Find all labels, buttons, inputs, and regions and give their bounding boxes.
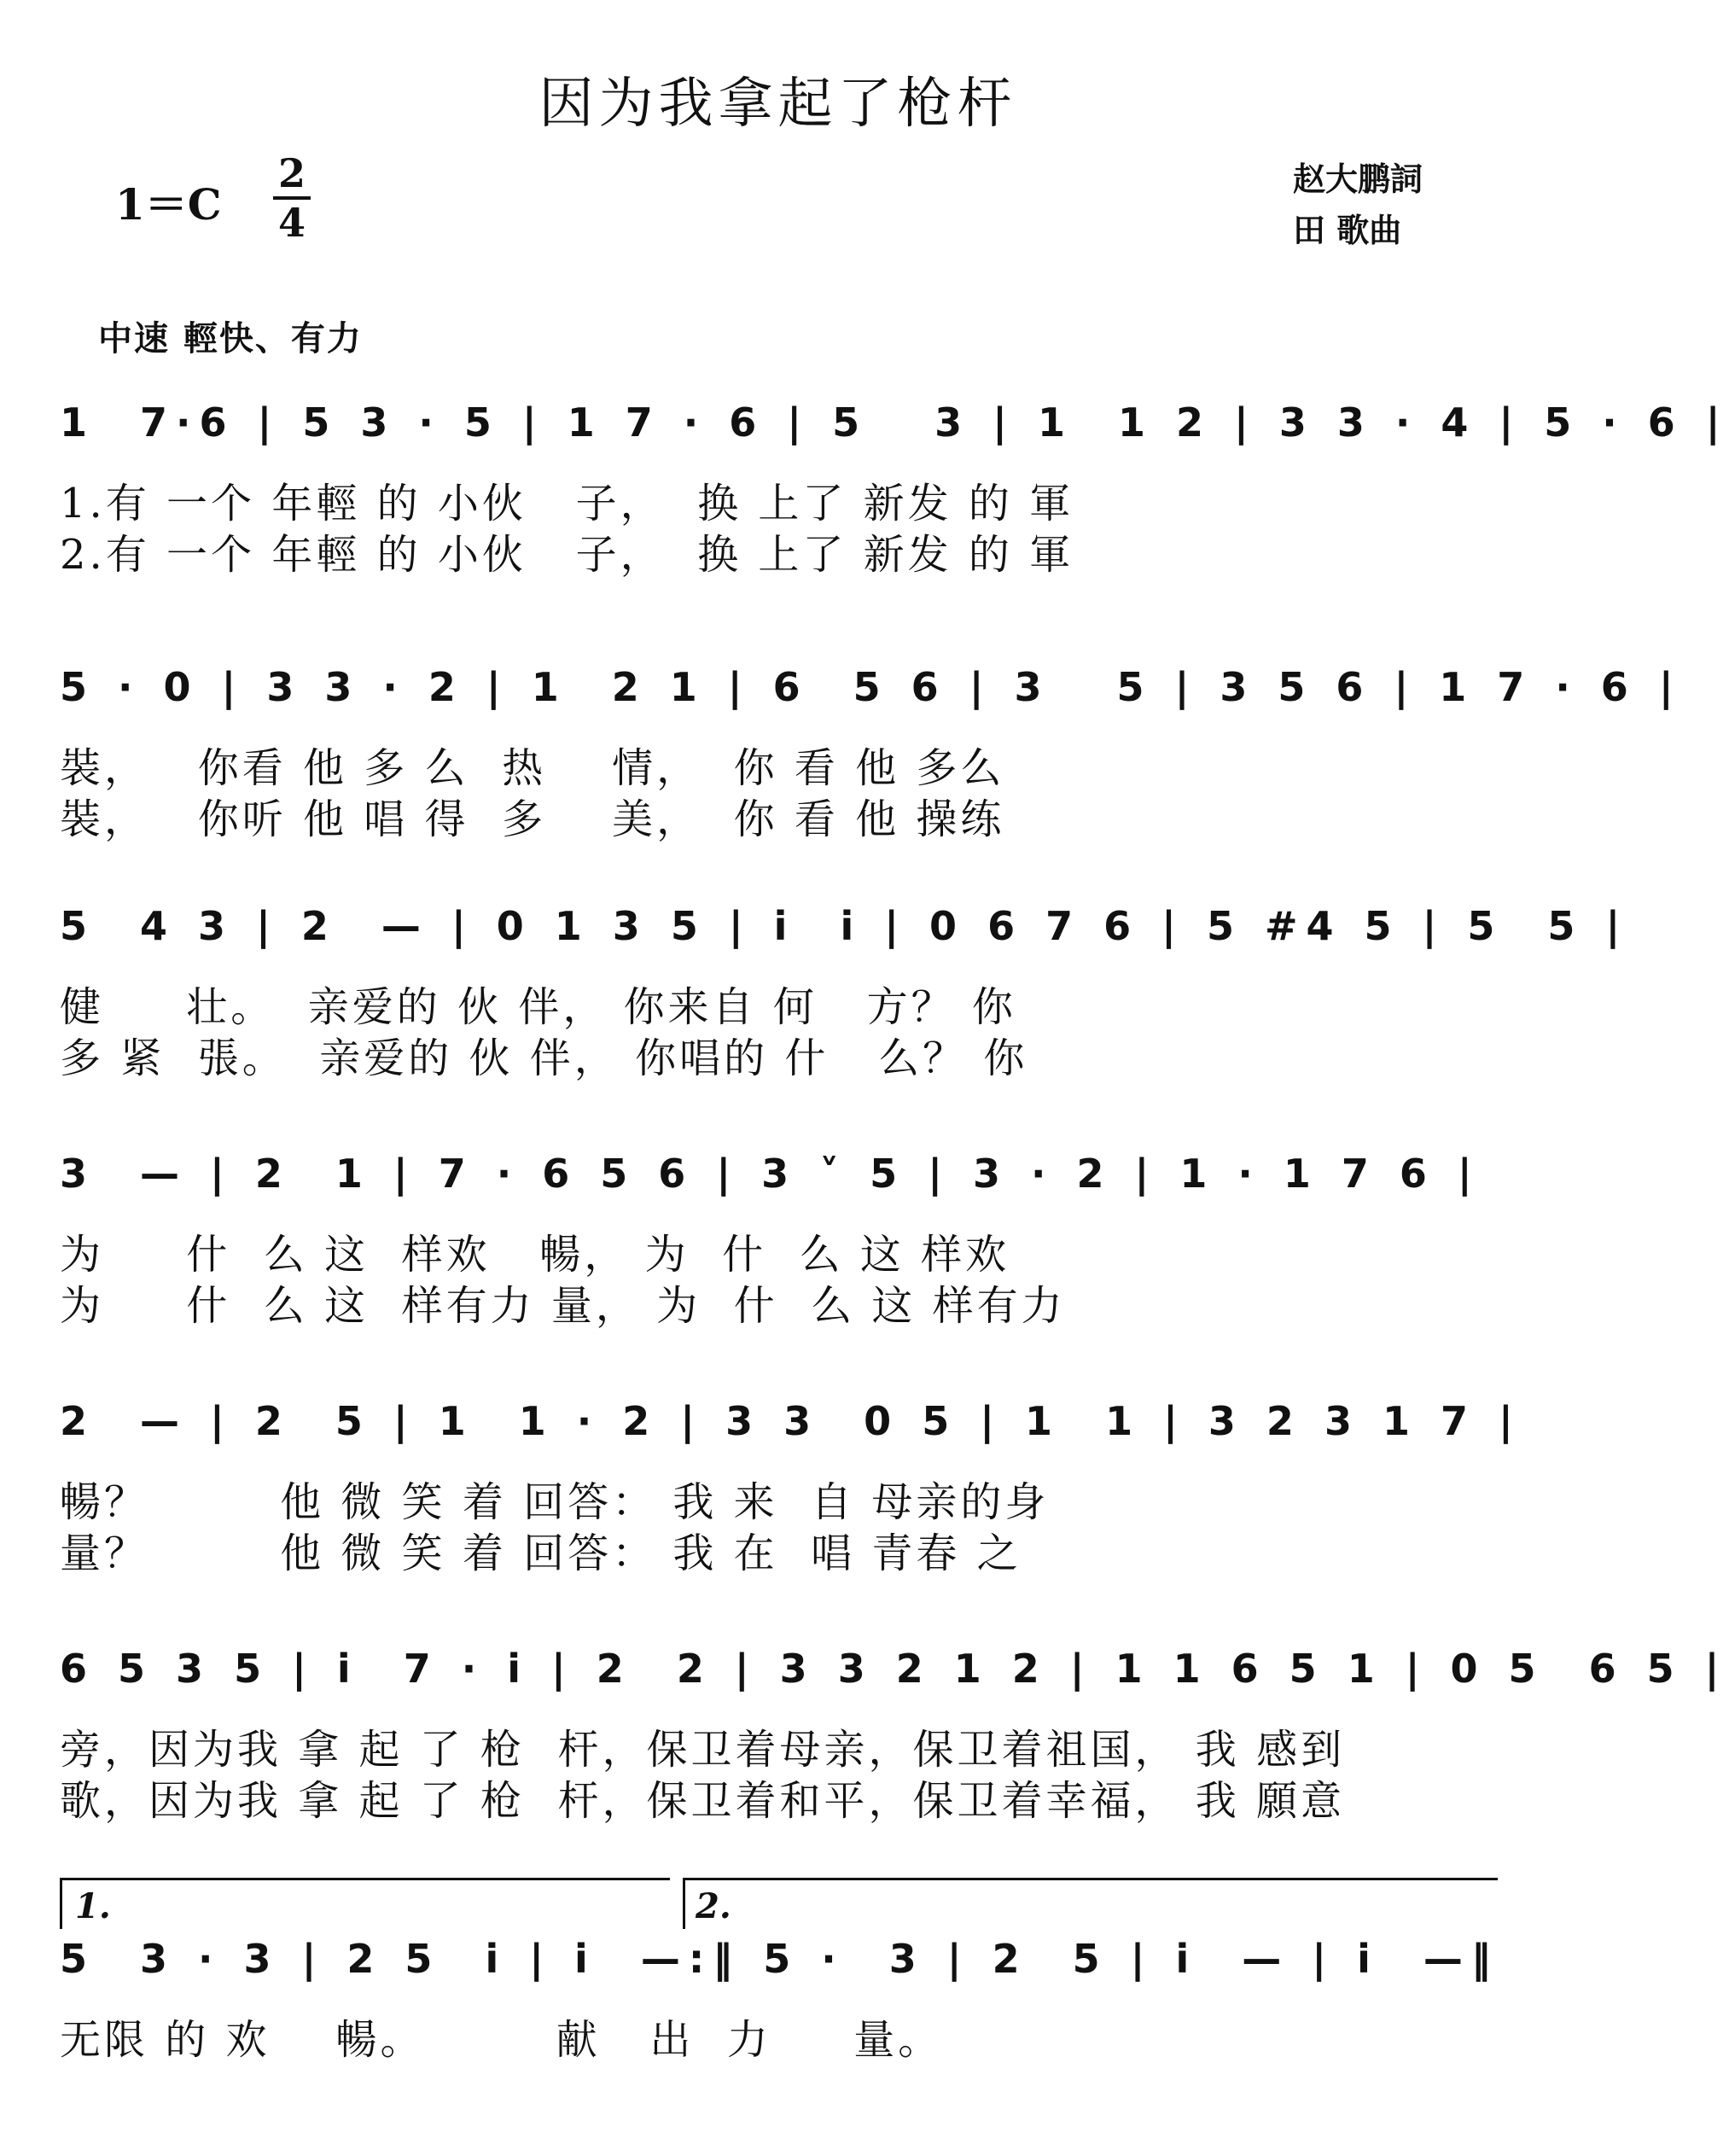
tempo-marking: 中速 輕快、有力: [98, 318, 363, 358]
lyric-verse-1: 暢？ 他 微 笑 着 回答： 我 来 自 母亲的身: [60, 1478, 1050, 1526]
notation-row: 5 · 0 | 3 3 · 2 | 1 2 1 | 6 5 6 | 3 5 | 3 5 6 | 1 7 · 6 |: [60, 664, 1682, 710]
time-signature-top: 2: [277, 150, 306, 196]
lyric-verse-1: 1.有 一个 年輕 的 小伙 子， 换 上了 新发 的 軍: [60, 480, 1074, 527]
notation-row: 1 7·6 | 5 3 · 5 | 1 7 · 6 | 5 3 | 1 1 2 | 3 3 · 4 | 5 · 6 |: [60, 399, 1729, 446]
lyric-verse-2: 为 什 么 这 样有力 量， 为 什 么 这 样有力: [60, 1282, 1066, 1330]
lyric-verse-1: 为 什 么 这 样欢 暢， 为 什 么 这 样欢: [60, 1231, 1010, 1279]
notation-row: 3 — | 2 1 | 7 · 6 5 6 | 3 ˅ 5 | 3 · 2 | 1 · 1 7 6 |: [60, 1151, 1481, 1197]
time-signature-bottom: 4: [277, 200, 306, 246]
credits: [1293, 154, 1423, 256]
notation-row: 2 — | 2 5 | 1 1 · 2 | 3 3 0 5 | 1 1 | 3 2 3 1 7 |: [60, 1398, 1522, 1444]
lyric-verse-2: 歌，因为我 拿 起 了 枪 杆，保卫着和平，保卫着幸福， 我 願意: [60, 1777, 1346, 1825]
lyric-verse-2: 多 紧 張。 亲爱的 伙 伴， 你唱的 什 么？ 你: [60, 1034, 1028, 1082]
volta-2-bracket: [683, 1878, 1498, 1880]
notation-row: 5 3 · 3 | 2 5 i | i —:‖ 5 · 3 | 2 5 | i — | i —‖: [60, 1936, 1499, 1982]
lyric-verse-2: 2.有 一个 年輕 的 小伙 子， 换 上了 新发 的 軍: [60, 531, 1074, 579]
volta-1-bracket: [60, 1878, 670, 1880]
lyric-verse-1: 健 壮。 亲爱的 伙 伴， 你来自 何 方？ 你: [60, 983, 1016, 1031]
song-title: 因为我拿起了枪杆: [538, 73, 1017, 136]
notation-row: 5 4 3 | 2 — | 0 1 3 5 | i i | 0 6 7 6 | 5 #4 5 | 5 5 |: [60, 903, 1629, 949]
volta-2-label: 2.: [696, 1886, 731, 1926]
lyricist-credit: 赵大鹏詞: [1293, 160, 1423, 198]
lyric-verse-2: 裝， 你听 他 唱 得 多 美， 你 看 他 操练: [60, 795, 1005, 843]
lyric-verse-1: 裝， 你看 他 多 么 热 情， 你 看 他 多么: [60, 744, 1005, 792]
lyric-verse-2: 量？ 他 微 笑 着 回答： 我 在 唱 青春 之: [60, 1530, 1022, 1577]
lyric-verse-1: 旁，因为我 拿 起 了 枪 杆，保卫着母亲，保卫着祖国， 我 感到: [60, 1726, 1346, 1774]
time-signature: [273, 150, 311, 246]
key-signature: 1＝C: [115, 179, 222, 230]
lyric-verse-1: 无限 的 欢 暢。 献 出 力 量。: [60, 2016, 943, 2064]
composer-credit: 田 歌曲: [1293, 211, 1402, 249]
volta-1-label: 1.: [75, 1886, 111, 1926]
notation-row: 6 5 3 5 | i 7 · i | 2 2 | 3 3 2 1 2 | 1 1 6 5 1 | 0 5 6 5 |: [60, 1646, 1728, 1692]
